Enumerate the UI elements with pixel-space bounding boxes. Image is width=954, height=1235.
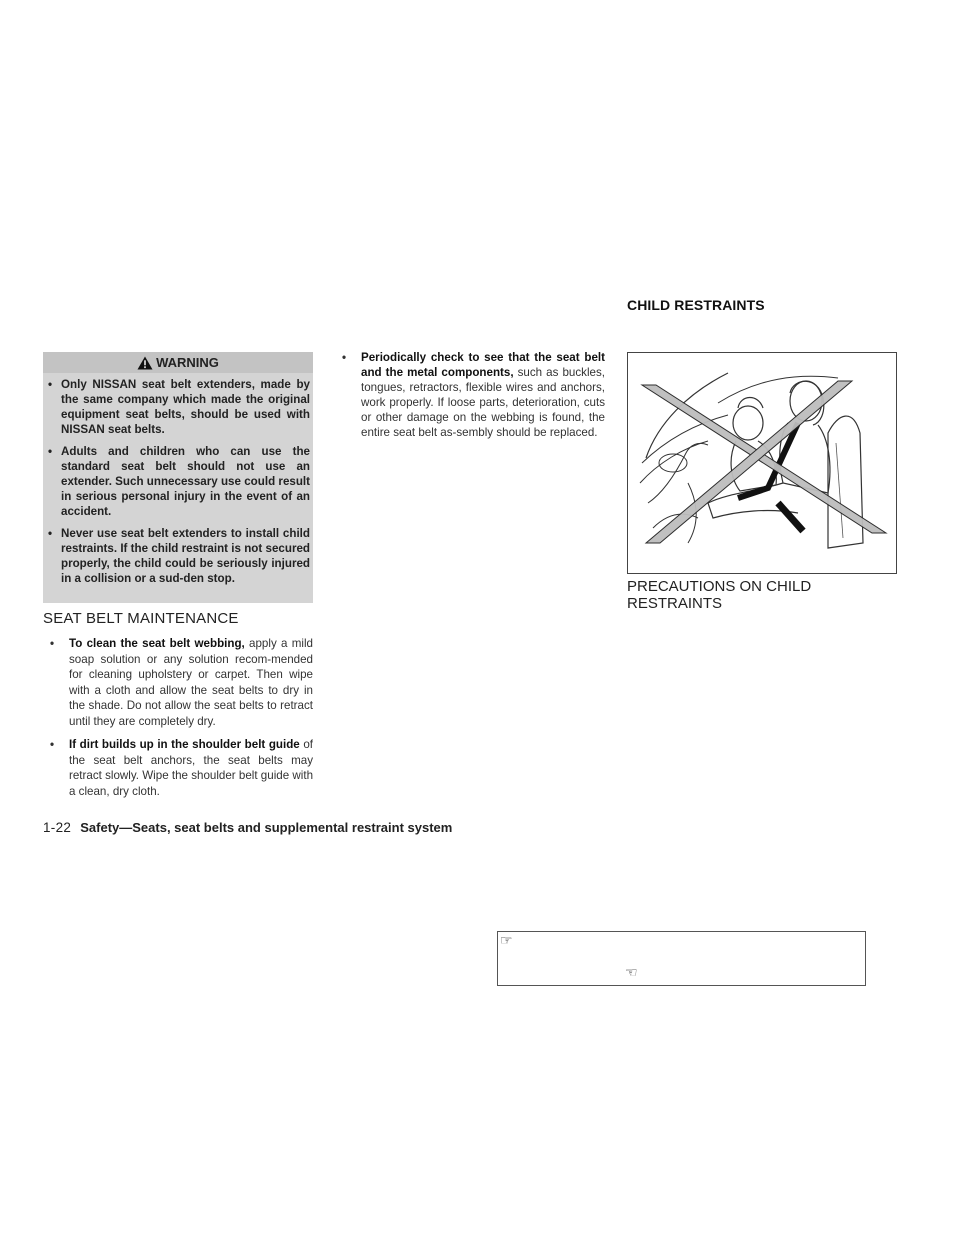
reference-box bbox=[497, 931, 866, 986]
maintenance-heading: SEAT BELT MAINTENANCE bbox=[43, 610, 239, 627]
warning-header bbox=[43, 352, 313, 373]
precautions-heading: PRECAUTIONS ON CHILD RESTRAINTS bbox=[627, 578, 812, 612]
list-item: • Never use seat belt extenders to install child restraints. If the child restraint is not secured properly, the child could be seriously injured in a collision or a sud-den stop. bbox=[48, 527, 310, 585]
crossed-out-child-on-lap-icon bbox=[628, 353, 896, 573]
pointing-hand-right-icon: ☞ bbox=[500, 932, 513, 948]
warning-list bbox=[43, 373, 313, 586]
child-restraint-illustration bbox=[627, 352, 897, 574]
maintenance-list-continued bbox=[342, 350, 605, 440]
maintenance-list bbox=[50, 636, 313, 807]
warning-triangle-icon bbox=[137, 356, 153, 370]
list-item: • Only NISSAN seat belt extenders, made by the same company which made the original equipment seat belts, should be used with NISSAN seat belts. bbox=[48, 378, 310, 436]
warning-box bbox=[43, 352, 313, 603]
page-number: 1-22 bbox=[43, 820, 72, 835]
page-footer bbox=[43, 820, 452, 835]
pointing-hand-left-icon: ☜ bbox=[625, 964, 638, 980]
warning-title: WARNING bbox=[156, 355, 219, 370]
list-item: • If dirt builds up in the shoulder belt guide of the seat belt anchors, the seat belts may retract slowly. Wipe the shoulder belt guide with a clean, dry cloth. bbox=[50, 738, 314, 798]
list-item: • Periodically check to see that the seat belt and the metal components, such as buckles, tongues, retractors, flexible wires and anchors, work properly. If loose parts, deterioration, cuts or other damage on the webbing is found, the entire seat belt as-sembly should be replaced. bbox=[342, 351, 605, 439]
child-restraints-heading: CHILD RESTRAINTS bbox=[627, 297, 765, 313]
list-item: • Adults and children who can use the standard seat belt should not use an extender. Such unnecessary use could result in serious personal injury in the event of an accident. bbox=[48, 445, 310, 518]
footer-section-title: Safety—Seats, seat belts and supplemental restraint system bbox=[80, 820, 453, 835]
list-item: • To clean the seat belt webbing, apply a mild soap solution or any solution recom-mended for cleaning upholstery or carpet. Then wipe with a cloth and allow the seat belts to dry in the shade. Do not allow the seat belts to retract until they are completely dry. bbox=[50, 637, 314, 728]
